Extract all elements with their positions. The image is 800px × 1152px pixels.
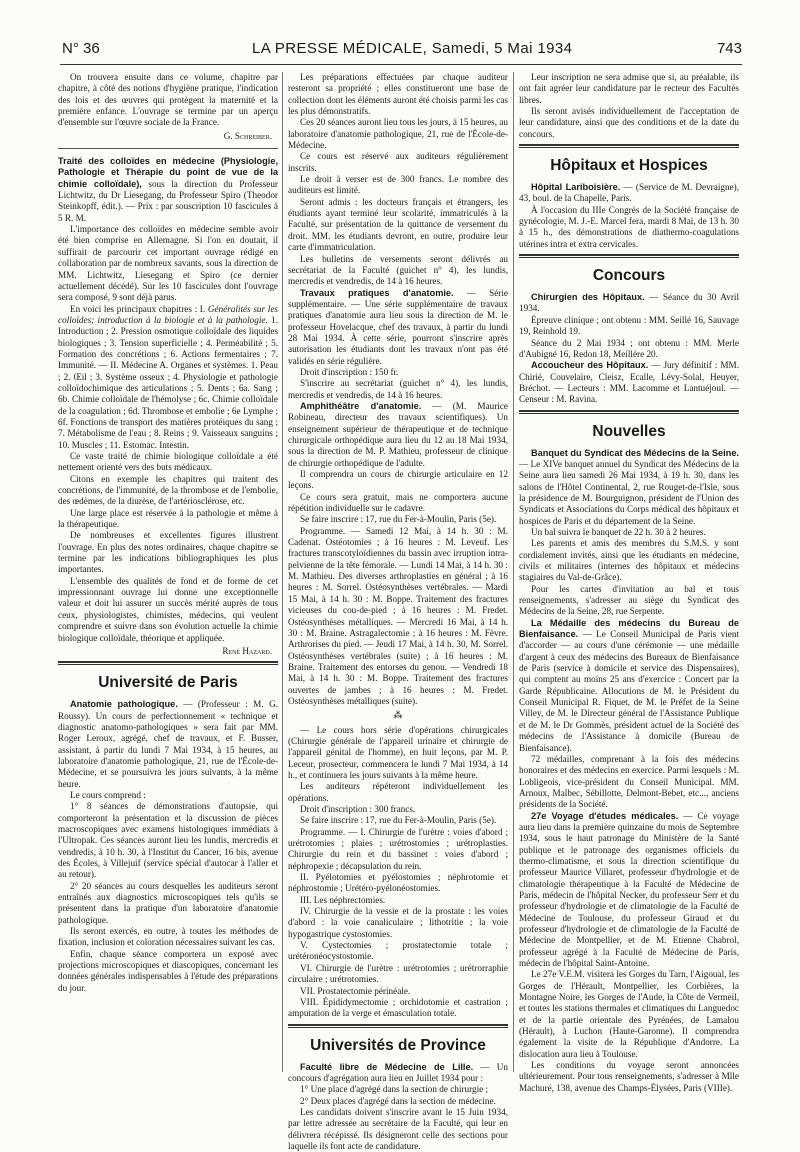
notice	[519, 811, 739, 970]
list-item: V. Cystectomies ; prostatectomie totale ; urétéronéocystostomie.	[288, 940, 508, 962]
text-run: — Ce voyage aura lieu dans la première quinzaine du mois de Septembre 1934, sous le haut patronage du Ministère de la Santé publique et le patronage des organismes officiels du thermo-climatisme, et sous la direction scientifique du professeur Maurice Villaret, professeur d'hydrologie et de climatologie thérapeutique à la Faculté de Médecine de Paris, médecin de l'hôpital Necker, du professeur Serr et du professeur d'hydrologie et de climatologie de la Faculté de Médecine de Toulouse, du professeur Giraud et du professeur d'hydrologie et de climatologie de la Faculté de Médecine de Montpellier, et de M. Etienne Chabrol, professeur agrégé à la Faculté de Médecine de Paris, médecin de l'hôpital Saint-Antoine.	[519, 810, 739, 969]
text-run: — (Professeur : M. G. Roussy). Un cours de perfectionnement « technique et diagnostic anatomo-pathologiques » sera fait par MM. Roger Leroux, agrégé, chef de travaux, et F. Busser, assistant, à partir du lundi 7 Mai 1934, à 15 heures, au laboratoire d'anatomie pathologique, 21, rue de l'École-de-Médecine, et se poursuivra les jours suivants, à la même heure.	[58, 699, 279, 789]
paragraph: De nombreuses et excellentes figures illustrent l'ouvrage. En plus des notes ordinaires, chaque chapitre se termine par les indications bibliographiques les plus importantes.	[58, 530, 278, 575]
list-item: IV. Chirurgie de la vessie et de la prostate : les voies d'abord : la voie canaliculaire ; lithotritie ; la voie hypogastrique cystostomies.	[288, 906, 508, 939]
paragraph	[58, 304, 278, 451]
paragraph: Ce cours est réservé aux auditeurs régulièrement inscrits.	[288, 151, 508, 173]
column-divider	[513, 72, 514, 1072]
paragraph: Ils seront avisés individuellement de l'acceptation de leur candidature, ainsi que des conditions et de la date du concours.	[519, 106, 739, 139]
paragraph: Ce cours sera gratuit, mais ne comportera aucune répétition individuelle sur le cadavre.	[288, 491, 508, 514]
paragraph: Ce vaste traité de chimie biologique colloïdale a été nettement orienté vers des buts médicaux.	[58, 451, 278, 473]
notice	[519, 292, 739, 315]
notice-title: Hôpital Lariboisière.	[531, 182, 621, 193]
book-details: sous la direction du Professeur Lichtwitz, du Dr Liesegang, du Professeur Spiro (Theodor Steinkopff, édit.). — Prix : par souscription 10 fascicules à 5 R. M.	[58, 178, 278, 223]
paragraph: On trouvera ensuite dans ce volume, chapitre par chapitre, à côté des notions d'hygiène pratique, l'indication des lois et des œuvres qui protègent la maternité et la première enfance. L'ouvrage se termine par un aperçu d'ensemble sur l'œuvre sociale de la France.	[58, 72, 278, 128]
page-header	[62, 40, 742, 62]
paragraph: Le droit à verser est de 300 francs. Le nombre des auditeurs est limité.	[288, 174, 508, 196]
list-item: II. Pyélotomies et pyélostomies ; néphrotomie et néphrostomie ; Urétéro-pyélonéostomies.	[288, 872, 508, 894]
notice	[519, 360, 739, 405]
paragraph: L'ensemble des qualités de fond et de forme de cet impressionnant ouvrage lui donne une exceptionnelle valeur et doit lui assurer un succès mérité auprès de tous ceux, physiologistes, chimistes, médecins, qui veulent comprendre et suivre dans son évolution actuelle la chimie biologique colloïdale, théorique et appliquée.	[58, 575, 278, 643]
paragraph: Les parents et amis des membres du S.M.S. y sont cordialement invités, ainsi que les étudiants en médecine, civils et militaires (internes des hôpitaux et médecins stagiaires du Val-de-Grâce).	[519, 538, 739, 583]
paragraph: Ces 20 séances auront lieu tous les jours, à 15 heures, au laboratoire d'anatomie pathologique, 21, rue de l'École-de-Médecine.	[288, 117, 508, 151]
text-run: En voici les principaux chapitres : I.	[70, 303, 208, 314]
notice	[519, 618, 739, 754]
paragraph: Séance du 2 Mai 1934 ; ont obtenu : MM. Merle d'Aubigné 16, Redon 18, Meillère 20.	[519, 337, 739, 359]
column-left	[58, 72, 278, 1072]
paragraph: 2° Deux places d'agrégé dans la section de médecine.	[300, 1095, 496, 1106]
book-review-heading	[58, 156, 278, 224]
paragraph: Droit d'inscription : 300 francs.	[300, 804, 416, 814]
paragraph: Se faire inscrire : 17, rue du Fer-à-Moulin, Paris (5e).	[300, 514, 497, 525]
paragraph: Les auditeurs répéteront individuellement les opérations.	[288, 781, 508, 803]
paragraph: Ils seront exercés, en outre, à toutes les méthodes de fixation, inclusion et coloration nécessaires suivant les cas.	[58, 926, 278, 948]
paragraph: Enfin, chaque séance comportera un exposé avec projections microscopiques et diascopiques, concernant les données générales indispensables à l'étude des préparations du jour.	[58, 948, 278, 993]
text-run: — Le Conseil Municipal de Paris vient d'accorder — au cours d'une cérémonie — une médaille d'argent à ceux des médecins des Bureaux de Bienfaisance de Paris (service à domicile et service des Dispensaires), qui comptent au moins 25 ans d'exercice : Concert par la Garde Républicaine. Allocutions de M. le Président du Conseil Municipal R. Fiquet, de M. le Préfet de la Seine Villey, de M. le Directeur général de l'Assistance Publique et de M. le Dr Gommès, président actuel de la Société des médecins de l'Assistance à domicile (Bureau de Bienfaisance).	[519, 629, 739, 753]
paragraph: Se faire inscrire : 17, rue du Fer-à-Moulin, Paris (5e).	[300, 815, 497, 826]
text-run: — Jury définitif : MM. Chirié, Couvelaire, Cleisz, Ecalle, Lévy-Solal, Heuyer, Bréchot. — Lecteurs : MM. Lacomme et Lantuéjoul. — Censeur : M. Ravina.	[519, 360, 740, 405]
paragraph: Citons en exemple les chapitres qui traitent des concrétions, de l'immunité, de la thrombose et de l'embolie, des œdèmes, de la diurèse, de l'artériosclérose, etc.	[58, 473, 278, 507]
notice	[288, 401, 508, 469]
notice-title: Banquet du Syndicat des Médecins de la Seine.	[531, 447, 739, 458]
text-run: Généralités sur les colloïdes; introduction à la biologie et à la pathologie.	[58, 303, 278, 325]
page-number: 743	[716, 40, 742, 57]
notice-title: Anatomie pathologique.	[70, 699, 178, 710]
section-heading: Université de Paris	[98, 674, 238, 692]
section-heading: Hôpitaux et Hospices	[550, 157, 708, 175]
notice	[519, 182, 739, 205]
notice-title: La Médaille des médecins du Bureau de Bienfaisance.	[519, 617, 739, 640]
divider	[58, 148, 278, 149]
author-signature: René Hazard.	[222, 645, 272, 656]
paragraph: 72 médailles, comprenant à la fois des médecins honoraires et des médecins en exercice. Parmi lesquels : M. Lobligeois, vice-président du Conseil Municipal. MM. Arnoux, Malbec, Sébillotte, Delmont-Bebet, etc..., anciens présidents de la Société.	[519, 753, 739, 810]
notice	[288, 1062, 508, 1085]
section-heading: Nouvelles	[592, 422, 666, 440]
paragraph: Une large place est réservée à la pathologie et même à la thérapeutique.	[58, 507, 278, 530]
column-right	[519, 72, 740, 1093]
paragraph: Pour les cartes d'invitation au bal et tous renseignements, s'adresser au siège du Syndicat des Médecins de la Seine, 28, rue Serpente.	[519, 583, 739, 617]
text-run: — Série supplémentaire. — Une série supplémentaire de travaux pratiques d'anatomie aura lieu sous la direction de M. le professeur Hovelacque, chef des travaux, à partir du lundi 28 Mai 1934. À cette série, pourront s'inscrire après autorisation les étudiants dont les travaux n'ont pas été validés en série régulière.	[288, 287, 508, 366]
list-item: VII. Prostatectomie périnéale.	[300, 985, 411, 996]
paragraph: Un bal suivra le banquet de 22 h. 30 à 2 heures.	[531, 526, 706, 537]
paragraph: — Le cours hors série d'opérations chirurgicales (Chirurgie générale de l'appareil urinaire et chirurgie de l'appareil génital de l'homme), en huit leçons, par M. P. Leceur, prosecteur, commencera le lundi 7 Mai 1934, à 14 h., et continuera les jours suivants à la même heure.	[288, 724, 508, 780]
paragraph: Les candidats doivent s'inscrire avant le 15 Juin 1934, par lettre adressée au secrétaire de la Faculté, qui leur en délivrera récépissé. Ils désigneront celle des sections pour laquelle ils font acte de candidature.	[288, 1106, 508, 1151]
text-run: — (Service de M. Devraigne), 43, boul. de la Chapelle, Paris.	[519, 182, 739, 204]
list-item: VI. Chirurgie de l'urètre : urétrotomies ; urétrorraphie circulaire ; urétrotomies.	[288, 962, 508, 985]
paragraph: Les bulletins de versements seront délivrés au secrétariat de la Faculté (guichet n° 4), les lundis, mercredis et vendredis, de 14 à 16 heures.	[288, 253, 508, 287]
section-rule	[519, 254, 739, 258]
notice-title: Accoucheur des Hôpitaux.	[531, 360, 649, 371]
list-item: VIII. Épididymectomie ; orchidotomie et castration ; amputation de la verge et émasculation totale.	[288, 996, 508, 1019]
paragraph: Droit d'inscription : 150 fr.	[300, 366, 399, 377]
paragraph: Les préparations effectuées par chaque auditeur resteront sa propriété ; elles constitueront une base de collection dont les éléments auront été choisis parmi les cas les plus démonstratifs.	[288, 72, 508, 117]
column-divider	[282, 72, 283, 1072]
section-rule	[288, 1024, 508, 1028]
section-heading: Universités de Province	[310, 1036, 486, 1054]
paragraph: 1° 8 séances de démonstrations d'autopsie, qui comporteront la présentation et la discussion de pièces macroscopiques avec examens histologiques immédiats à l'Ultropak. Ces séances auront lieu les lundis, mercredis et vendredis, à 10 h. 30, à l'Institut du Cancer, 16 bis, avenue des Écoles, à Villejuif (service spécial d'autocar à l'aller et au retour).	[58, 801, 278, 880]
programme: Programme. — Samedi 12 Mai, à 14 h. 30 : M. Cadenat. Ostéotomies ; à 16 heures : M. Leveuf. Les fractures transcotyloïdiennes du bassin avec irruption intra-pelvienne de la tête fémorale. — Lundi 14 Mai, à 14 h. 30 : M. Mathieu. Des diverses arthroplasties en général ; à 16 heures : M. Sorrel. Ostéosynthèses vertébrales. — Mardi 15 Mai, à 14 h. 30 : M. Boppe. Traitement des fractures vicieuses du cou-de-pied ; à 16 heures : M. Fredet. Ostéosynthèses métalliques. — Mercredi 16 Mai, à 14 h. 30 : M. Braine. Astragalectomie ; à 16 heures : M. Fèvre. Arthrorises du pied. — Jeudi 17 Mai, à 14 h. 30, M. Sorrel. Ostéosynthèses vertébrales (suite) ; à 16 heures : M. Braine. Traitement des entorses du genou. — Vendredi 18 Mai, à 14 h. 30 : M. Boppe. Traitement des fractures ouvertes de jambes ; à 16 heures : M. Fredet. Ostéosynthèses métalliques (suite).	[288, 525, 508, 706]
paragraph: 1° Une place d'agrégé dans la section de chirurgie ;	[300, 1084, 489, 1095]
text-run: — Le XIVe banquet annuel du Syndicat des Médecins de la Seine aura lieu samedi 26 Mai 1934, à 19 h. 30, dans les salons de l'Hôtel Continental, 2, rue Rouget-de-l'Isle, sous la présidence de M. Bourguignon, président de l'Union des Syndicats et Associations du Corps médical des hôpitaux et hospices de Paris et du département de la Seine.	[519, 458, 739, 526]
paragraph: S'inscrire au secrétariat (guichet n° 4), les lundis, mercredis et vendredis, de 14 à 16 heures.	[288, 378, 508, 400]
text-run: — Séance du 30 Avril 1934.	[519, 292, 739, 314]
section-rule	[519, 410, 739, 414]
notice	[519, 448, 739, 527]
notice	[58, 699, 278, 790]
paragraph: L'importance des colloïdes en médecine semble avoir été bien comprise en Allemagne. Si l'on en doutait, il suffirait de parcourir cet important ouvrage rédigé en collaboration par de nombreux savants, sous la direction de MM. Lichtwitz, Liesegang et Spiro (ce dernier actuellement décédé). Sur les 10 fascicules dont l'ouvrage sera composé, 9 sont déjà parus.	[58, 224, 278, 303]
notice	[288, 288, 508, 367]
notice-title: Faculté libre de Médecine de Lille.	[300, 1061, 474, 1072]
paragraph: Il comprendra un cours de chirurgie articulaire en 12 leçons.	[288, 469, 508, 491]
paragraph: Les conditions du voyage seront annoncées ultérieurement. Pour tous renseignements, s'adresser à Mlle Machuré, 138, avenue des Champs-Élysées, Paris (VIIIe).	[519, 1060, 739, 1093]
notice-title: Amphithéâtre d'anatomie.	[300, 400, 422, 411]
programme: Programme. — I. Chirurgie de l'urètre : voies d'abord ; urétrotomies ; plaies ; urétrostomies ; urétroplasties. Chirurgie du rein et du bassinet : voies d'abord ; néphropexie ; décapsulation du rein.	[288, 826, 508, 871]
paragraph: 2° 20 séances au cours desquelles les auditeurs seront entraînés aux diagnostics microscopiques tels qu'ils se présentent dans la pratique d'un laboratoire d'anatomie pathologique.	[58, 880, 278, 925]
book-title: Traité des colloïdes en médecine (Physiologie, Pathologie et Thérapie du point de vue de la chimie colloïdale),	[58, 156, 278, 189]
asterism: ⁂	[393, 710, 403, 721]
text-run: 1. Introduction ; 2. Pression osmotique colloïdale des liquides biologiques ; 3. Tension superficielle ; 4. Perméabilité ; 5. Formation des concrétions ; 6. Actions fermentaires ; 7. Immunité. — II. Médecine A. Organes et systèmes. 1. Peau ; 2. Œil ; 3. Système osseux ; 4. Physiologie et pathologie colloïdochimique des articulations ; 5. Dents ; 6a. Sang ; 6b. Chimie colloïdale de l'hémolyse ; 6c. Chimie colloïdale de la coagulation ; 6d. Thrombose et embolie ; 6e Lymphe ; 6f. Fonctions de transport des matières protéiques du sang ; 7. Métabolisme de l'eau ; 8. Reins ; 9. Vaisseaux sanguins ; 10. Muscles ; 11. Estomac. Intestin.	[58, 314, 279, 450]
notice-title: Travaux pratiques d'anatomie.	[300, 287, 454, 298]
paragraph: Le 27e V.E.M. visitera les Gorges du Tarn, l'Aigoual, les Gorges de l'Hérault, Montpellier, les Corbières, la Montagne Noire, les Gorges de l'Aude, la Côte de Vermeil, et toutes les stations thermales et climatiques du Languedoc et de la partie orientale des Pyrénées, de Lamalou (Hérault), à Luchon (Haute-Garonne). Il comprendra également la visite de la République d'Andorre. La dislocation aura lieu à Toulouse.	[519, 969, 739, 1059]
column-middle	[288, 72, 509, 1151]
text-run: — (M. Maurice Robineau, directeur des travaux scientifiques). Un enseignement supérieur de thérapeutique et de technique chirurgicale orthopédique aura lieu du 12 au 18 Mai 1934, sous la direction de M. P. Mathieu, professeur de clinique de chirurgie orthopédique de l'adulte.	[288, 400, 509, 468]
issue-number: N° 36	[62, 40, 100, 57]
section-rule	[58, 661, 278, 665]
section-heading: Concours	[592, 267, 666, 285]
paragraph: À l'occasion du IIIe Congrès de la Société française de gynécologie, M. J.-E. Marcel fera, mardi 8 Mai, de 13 h. 30 à 15 h., des démonstrations de diathermo-coagulations utérines intra et extra cervicales.	[519, 204, 739, 249]
masthead-title: LA PRESSE MÉDICALE, Samedi, 5 Mai 1934	[252, 40, 573, 57]
list-item: III. Les néphrectomies.	[300, 894, 386, 905]
notice-title: Chirurgien des Hôpitaux.	[531, 292, 645, 303]
paragraph: Leur inscription ne sera admise que si, au préalable, ils ont fait agréer leur candidature par le recteur des Facultés libres.	[519, 72, 739, 105]
header-rule	[60, 64, 742, 65]
notice-title: 27e Voyage d'études médicales.	[531, 810, 679, 821]
paragraph: Seront admis : les docteurs français et étrangers, les étudiants ayant terminé leur scolarité, immatriculés à la Faculté, sur présentation de la quittance de versement du droit. MM. les étudiants devront, en outre, produire leur carte d'immatriculation.	[288, 196, 508, 253]
paragraph: Épreuve clinique ; ont obtenu : MM. Seillé 16, Sauvage 19, Reinhold 19.	[519, 314, 739, 337]
section-rule	[519, 144, 739, 148]
paragraph: Le cours comprend :	[70, 789, 146, 800]
text-run: — Un concours d'agrégation aura lieu en Juillet 1934 pour :	[288, 1061, 508, 1083]
author-signature: G. Schreiber.	[223, 130, 272, 141]
